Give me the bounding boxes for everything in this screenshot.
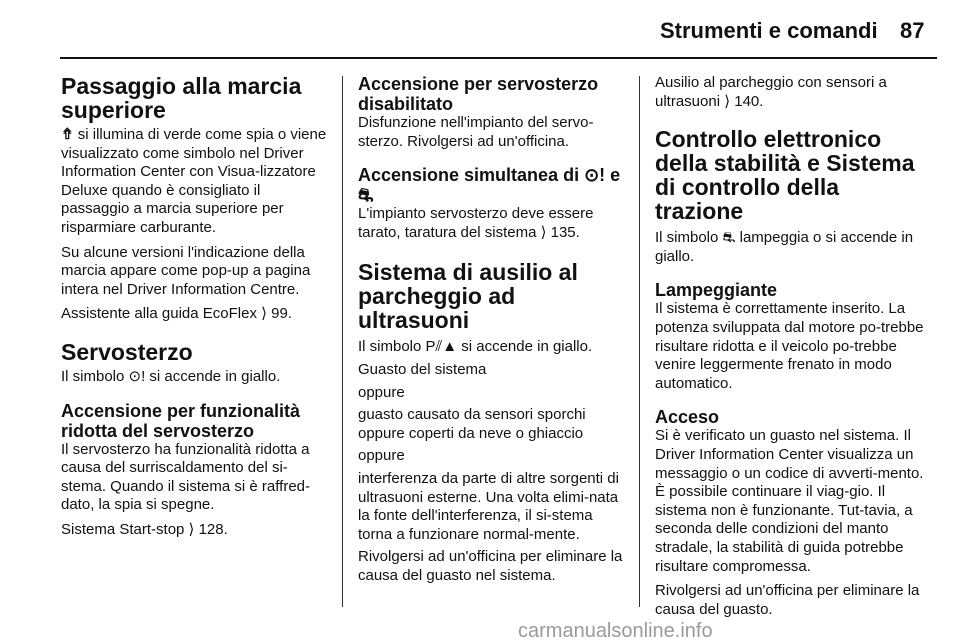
paragraph-flashing: Il sistema è correttamente inserito. La potenza sviluppata dal motore po-trebbe risultare ridotta e il veicolo po-trebbe venire leggermente frenato in modo automatico. xyxy=(655,300,924,392)
heading-upshift: Passaggio alla marcia superiore xyxy=(61,73,302,123)
paragraph-fault: Guasto del sistema xyxy=(358,360,487,378)
heading-flashing: Lampeggiante xyxy=(655,280,778,301)
paragraph-workshop-2: Rivolgersi ad un'officina per eliminare la causa del guasto. xyxy=(655,582,920,618)
paragraph-esc-symbol: Il simbolo ⛐ lampeggia o si accende in giallo. xyxy=(655,229,914,265)
paragraph-parking-symbol: Il simbolo P⫽▲ si accende in giallo. xyxy=(358,338,593,356)
upshift-icon: ⇮ xyxy=(61,126,74,143)
column-3 xyxy=(655,74,925,619)
header-divider xyxy=(60,57,937,59)
paragraph-interference: interferenza da parte di altre sorgenti di ultrasuoni esterne. Una volta elimi-nata la fonte dell'interferenza, il si-stema torna a funzionare normal-mente. xyxy=(358,469,619,543)
column-divider-2 xyxy=(639,76,640,607)
heading-on: Acceso xyxy=(655,407,720,428)
paragraph-simultaneous: L'impianto servosterzo deve essere tarato, taratura del sistema ⟩ 135. xyxy=(358,205,594,241)
paragraph-ecoflex: Assistente alla guida EcoFlex ⟩ 99. xyxy=(61,305,292,323)
column-2 xyxy=(358,74,625,586)
paragraph-on: Si è verificato un guasto nel sistema. Il Driver Information Center visualizza un messaggio o un codice di avverti-mento. È possibile continuare il viag-gio. Il sistema non è funzionante. Tut-tavia, a seconda delle condizioni del manto stradale, la stabilità di guida potrebbe risultare compromessa. xyxy=(655,427,924,575)
paragraph-steering-disabled: Disfunzione nell'impianto del servo-sterzo. Rivolgersi ad un'officina. xyxy=(358,114,594,150)
page-header-title: Strumenti e comandi xyxy=(660,18,878,43)
column-1 xyxy=(61,74,327,540)
paragraph-workshop: Rivolgersi ad un'officina per eliminare la causa del guasto nel sistema. xyxy=(358,548,623,584)
heading-steering-disabled: Accensione per servosterzo disabilitato xyxy=(358,74,599,114)
paragraph-dirty-sensors: guasto causato da sensori sporchi oppure coperti da neve o ghiaccio xyxy=(358,406,586,442)
heading-simultaneous: Accensione simultanea di ⊙! e ⛐ xyxy=(358,165,621,206)
heading-parking-assist: Sistema di ausilio al parcheggio ad ultrasuoni xyxy=(358,259,578,334)
heading-esc-tc: Controllo elettronico della stabilità e Sistema di controllo della trazione xyxy=(655,126,915,225)
paragraph-parking-ref: Ausilio al parcheggio con sensori a ultrasuoni ⟩ 140. xyxy=(655,74,887,110)
heading-reduced-steering: Accensione per funzionalità ridotta del servosterzo xyxy=(61,400,301,441)
paragraph-steering-symbol: Il simbolo ⊙! si accende in giallo. xyxy=(61,367,281,385)
paragraph-start-stop: Sistema Start-stop ⟩ 128. xyxy=(61,520,228,538)
page-number: 87 xyxy=(900,18,925,43)
heading-power-steering: Servosterzo xyxy=(61,338,193,365)
paragraph-popup: Su alcune versioni l'indicazione della marcia appare come pop-up a pagina intera nel Driver Information Centre. xyxy=(61,243,311,298)
paragraph-reduced-steering: Il servosterzo ha funzionalità ridotta a causa del surriscaldamento del si-stema. Quando il sistema si è raffred-dato, la spia si spegne. xyxy=(61,440,310,514)
watermark: carmanualsonline.info xyxy=(518,620,713,642)
paragraph-or-2: oppure xyxy=(358,447,405,465)
paragraph-upshift: ⇮ si illumina di verde come spia o viene visualizzato come simbolo nel Driver Information Center con Visua-lizzatore Deluxe quando è consigliato il passaggio a marcia superiore per risparmiare carburante. xyxy=(61,126,327,236)
paragraph-or-1: oppure xyxy=(358,383,405,401)
column-divider-1 xyxy=(342,76,343,607)
